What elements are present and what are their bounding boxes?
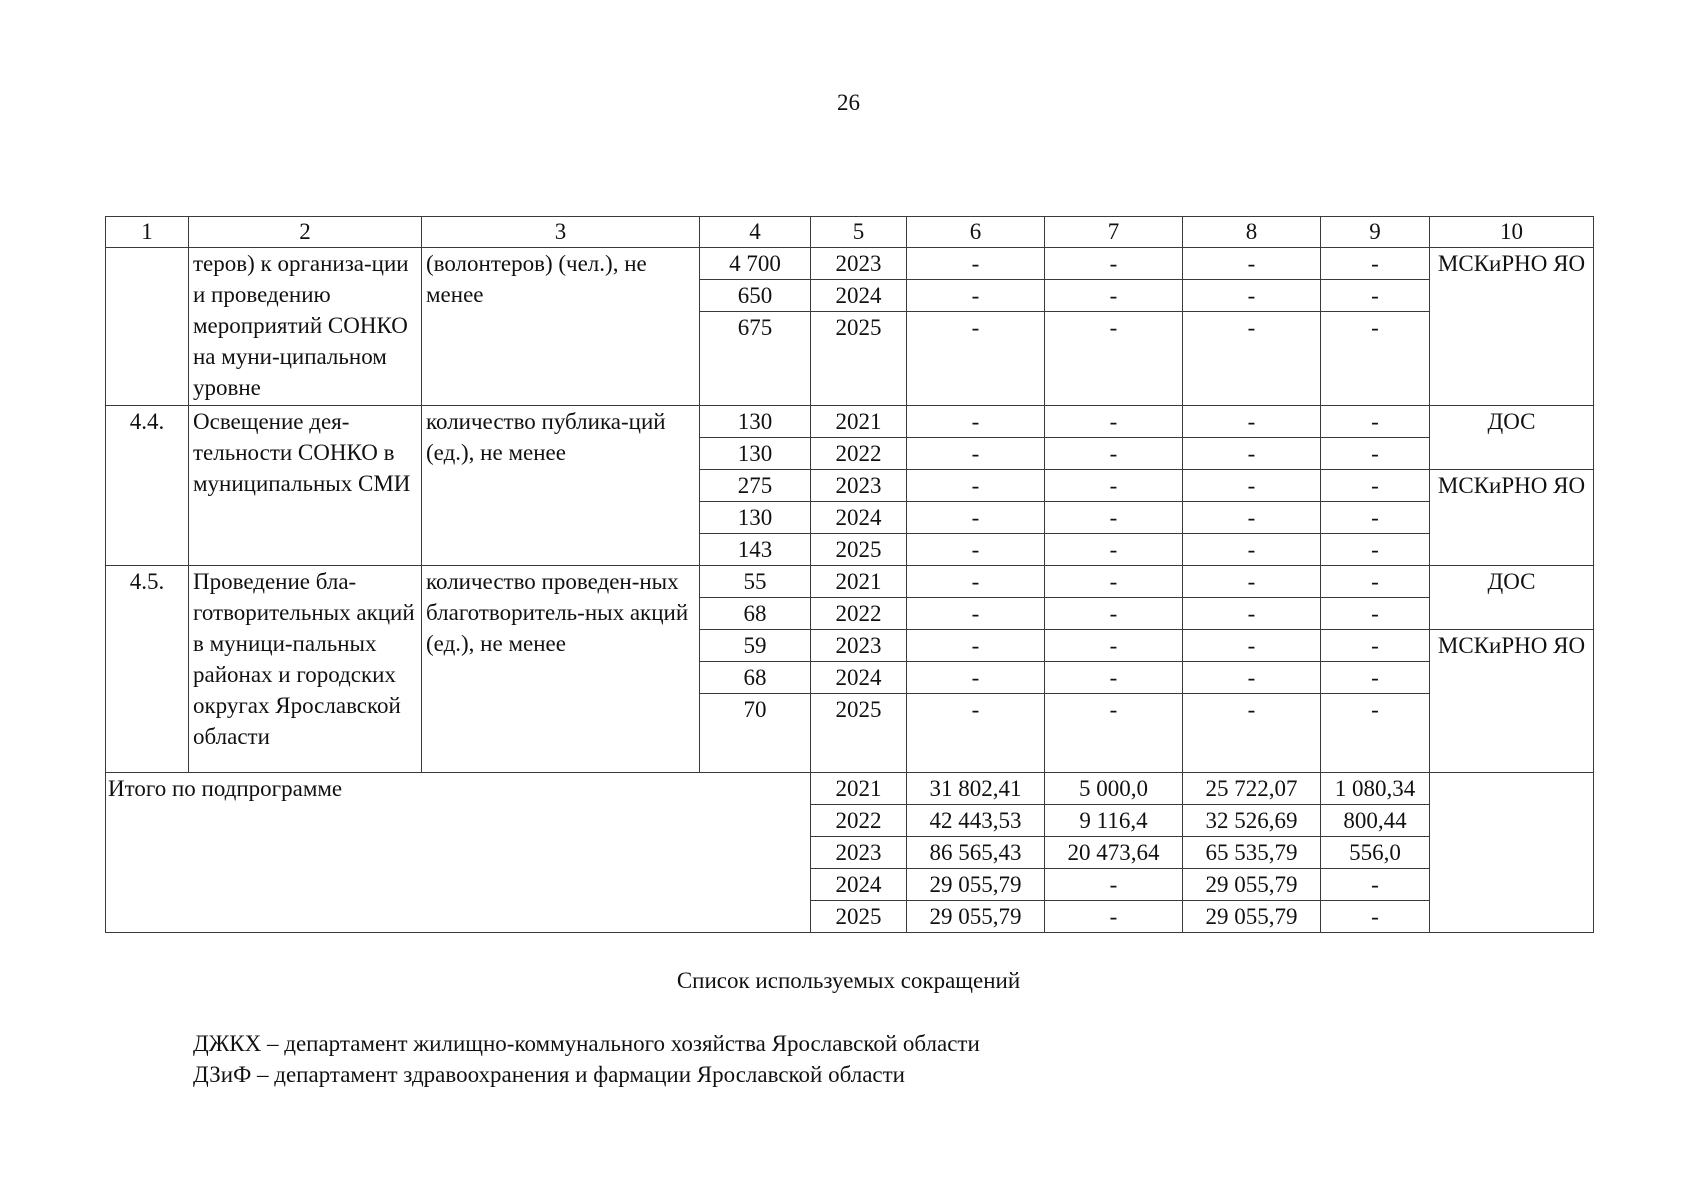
header-cell: 7 <box>1045 217 1183 248</box>
dash-cell: - <box>1045 280 1183 312</box>
table-row <box>106 406 1594 438</box>
dash-cell: - <box>1045 566 1183 598</box>
dash-cell: - <box>1183 502 1321 534</box>
year-cell: 2023 <box>811 837 907 869</box>
year-cell: 2025 <box>811 312 907 406</box>
indicator-value: 68 <box>700 598 811 630</box>
dash-cell: - <box>907 280 1045 312</box>
total-value: 65 535,79 <box>1183 837 1321 869</box>
total-value: 31 802,41 <box>907 773 1045 805</box>
program-table <box>105 216 1594 933</box>
header-row <box>106 217 1594 248</box>
dash-cell: - <box>1321 280 1430 312</box>
header-cell: 4 <box>700 217 811 248</box>
total-value: 5 000,0 <box>1045 773 1183 805</box>
dash-cell: - <box>1045 406 1183 438</box>
responsible-cell: ДОС <box>1430 566 1594 630</box>
total-value: 25 722,07 <box>1183 773 1321 805</box>
indicator-name: количество проведен-ных благотворитель-ных акций (ед.), не менее <box>422 566 700 773</box>
dash-cell: - <box>907 470 1045 502</box>
responsible-cell: МСКиРНО ЯО <box>1430 470 1594 566</box>
dash-cell: - <box>1045 312 1183 406</box>
abbreviation-item: ДЗиФ – департамент здравоохранения и фармации Ярославской области <box>193 1062 905 1087</box>
dash-cell: - <box>1183 598 1321 630</box>
abbreviation-item: ДЖКХ – департамент жилищно-коммунального хозяйства Ярославской области <box>193 1031 980 1056</box>
indicator-value: 130 <box>700 502 811 534</box>
year-cell: 2023 <box>811 470 907 502</box>
dash-cell: - <box>1321 248 1430 280</box>
indicator-value: 68 <box>700 662 811 694</box>
dash-cell: - <box>907 502 1045 534</box>
total-row <box>106 773 1594 805</box>
year-cell: 2024 <box>811 662 907 694</box>
dash-cell: - <box>1183 406 1321 438</box>
header-cell: 6 <box>907 217 1045 248</box>
header-cell: 10 <box>1430 217 1594 248</box>
dash-cell: - <box>1321 630 1430 662</box>
indicator-value: 143 <box>700 534 811 566</box>
year-cell: 2021 <box>811 406 907 438</box>
total-value: 29 055,79 <box>1183 901 1321 933</box>
dash-cell: - <box>1045 630 1183 662</box>
dash-cell: - <box>1321 662 1430 694</box>
dash-cell: - <box>1183 694 1321 773</box>
total-value: 9 116,4 <box>1045 805 1183 837</box>
dash-cell: - <box>1321 406 1430 438</box>
total-value: - <box>1321 901 1430 933</box>
total-value: - <box>1321 869 1430 901</box>
header-cell: 8 <box>1183 217 1321 248</box>
dash-cell: - <box>907 598 1045 630</box>
dash-cell: - <box>1321 312 1430 406</box>
year-cell: 2021 <box>811 566 907 598</box>
year-cell: 2025 <box>811 901 907 933</box>
indicator-value: 275 <box>700 470 811 502</box>
dash-cell: - <box>1321 566 1430 598</box>
indicator-value: 130 <box>700 406 811 438</box>
header-cell: 3 <box>422 217 700 248</box>
dash-cell: - <box>1183 662 1321 694</box>
header-cell: 2 <box>189 217 422 248</box>
indicator-value: 130 <box>700 438 811 470</box>
activity-name: теров) к организа-ции и проведению мероприятий СОНКО на муни-ципальном уровне <box>189 248 422 406</box>
dash-cell: - <box>907 630 1045 662</box>
indicator-name: (волонтеров) (чел.), не менее <box>422 248 700 406</box>
dash-cell: - <box>1321 694 1430 773</box>
indicator-value: 59 <box>700 630 811 662</box>
dash-cell: - <box>1321 438 1430 470</box>
indicator-value: 55 <box>700 566 811 598</box>
dash-cell: - <box>1321 598 1430 630</box>
year-cell: 2024 <box>811 502 907 534</box>
activity-name: Проведение бла-готворительных акций в муници-пальных районах и городских округах Ярославской области <box>189 566 422 773</box>
dash-cell: - <box>1045 662 1183 694</box>
year-cell: 2025 <box>811 694 907 773</box>
indicator-value: 650 <box>700 280 811 312</box>
indicator-value: 70 <box>700 694 811 773</box>
dash-cell: - <box>1045 598 1183 630</box>
dash-cell: - <box>907 248 1045 280</box>
dash-cell: - <box>1321 534 1430 566</box>
table-row <box>106 248 1594 280</box>
dash-cell: - <box>1045 438 1183 470</box>
dash-cell: - <box>907 566 1045 598</box>
total-value: 29 055,79 <box>907 869 1045 901</box>
year-cell: 2024 <box>811 280 907 312</box>
year-cell: 2022 <box>811 598 907 630</box>
header-cell: 9 <box>1321 217 1430 248</box>
abbreviations-heading: Список используемых сокращений <box>676 968 1021 993</box>
total-value: 42 443,53 <box>907 805 1045 837</box>
responsible-cell: МСКиРНО ЯО <box>1430 248 1594 406</box>
indicator-value: 4 700 <box>700 248 811 280</box>
row-number-cell: 4.4. <box>106 406 189 566</box>
dash-cell: - <box>907 662 1045 694</box>
year-cell: 2022 <box>811 438 907 470</box>
indicator-name: количество публика-ций (ед.), не менее <box>422 406 700 566</box>
dash-cell: - <box>1045 470 1183 502</box>
dash-cell: - <box>1183 566 1321 598</box>
table-row <box>106 566 1594 598</box>
total-value: 800,44 <box>1321 805 1430 837</box>
dash-cell: - <box>1183 470 1321 502</box>
dash-cell: - <box>1183 312 1321 406</box>
indicator-value: 675 <box>700 312 811 406</box>
total-value: 1 080,34 <box>1321 773 1430 805</box>
activity-name: Освещение дея-тельности СОНКО в муниципальных СМИ <box>189 406 422 566</box>
dash-cell: - <box>1183 630 1321 662</box>
total-value: 29 055,79 <box>1183 869 1321 901</box>
year-cell: 2021 <box>811 773 907 805</box>
total-value: 556,0 <box>1321 837 1430 869</box>
year-cell: 2025 <box>811 534 907 566</box>
dash-cell: - <box>907 406 1045 438</box>
dash-cell: - <box>907 694 1045 773</box>
total-value: - <box>1045 901 1183 933</box>
header-cell: 5 <box>811 217 907 248</box>
dash-cell: - <box>907 534 1045 566</box>
total-value: - <box>1045 869 1183 901</box>
responsible-cell: ДОС <box>1430 406 1594 470</box>
dash-cell: - <box>1321 502 1430 534</box>
year-cell: 2024 <box>811 869 907 901</box>
year-cell: 2022 <box>811 805 907 837</box>
row-number-cell <box>106 248 189 406</box>
row-number-cell: 4.5. <box>106 566 189 773</box>
responsible-cell: МСКиРНО ЯО <box>1430 630 1594 773</box>
dash-cell: - <box>1045 502 1183 534</box>
year-cell: 2023 <box>811 630 907 662</box>
dash-cell: - <box>907 438 1045 470</box>
total-value: 29 055,79 <box>907 901 1045 933</box>
dash-cell: - <box>1045 694 1183 773</box>
dash-cell: - <box>1183 438 1321 470</box>
total-value: 32 526,69 <box>1183 805 1321 837</box>
total-label: Итого по подпрограмме <box>106 773 811 933</box>
responsible-cell <box>1430 773 1594 933</box>
header-cell: 1 <box>106 217 189 248</box>
dash-cell: - <box>1183 248 1321 280</box>
dash-cell: - <box>1321 470 1430 502</box>
dash-cell: - <box>1183 280 1321 312</box>
total-value: 20 473,64 <box>1045 837 1183 869</box>
dash-cell: - <box>1045 248 1183 280</box>
dash-cell: - <box>907 312 1045 406</box>
dash-cell: - <box>1045 534 1183 566</box>
total-value: 86 565,43 <box>907 837 1045 869</box>
page-number: 26 <box>837 90 860 115</box>
year-cell: 2023 <box>811 248 907 280</box>
dash-cell: - <box>1183 534 1321 566</box>
